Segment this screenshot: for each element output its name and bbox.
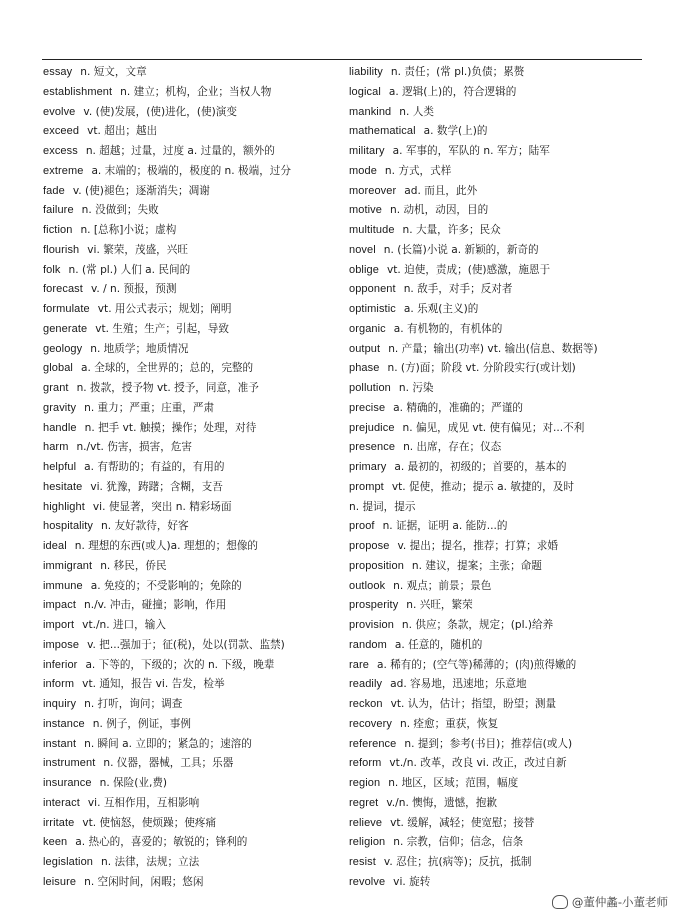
vocab-entry: [43, 636, 343, 656]
vocab-word: instant: [43, 737, 77, 750]
vocab-definition: a. 最初的，初级的；首要的，基本的: [394, 461, 567, 473]
vocab-word: handle: [43, 421, 77, 434]
vocab-definition: n. 理想的东西(或人)a. 理想的；想像的: [74, 540, 259, 552]
vocab-word: establishment: [43, 85, 113, 98]
vocab-definition: vt. 用公式表示；规划；阐明: [97, 303, 232, 315]
vocab-entry: [349, 280, 649, 300]
vocab-word: recovery: [349, 717, 392, 730]
vocab-definition: n. 提词，提示: [349, 500, 416, 513]
vocab-entry: [43, 83, 343, 103]
vocab-definition: n. 重力；严重；庄重，严肃: [84, 401, 215, 414]
vocab-word: insurance: [43, 777, 92, 789]
vocab-entry: [349, 320, 649, 340]
watermark-text: @董仲蠡-小董老师: [571, 895, 668, 909]
vocab-entry: [43, 280, 343, 300]
vocab-word: optimistic: [349, 303, 396, 315]
vocab-word: import: [43, 619, 75, 631]
vocab-entry: [349, 241, 649, 261]
vocab-entry: [43, 63, 343, 83]
vocab-word: harm: [43, 441, 69, 454]
weibo-icon: [552, 895, 568, 909]
vocab-entry: [349, 142, 649, 162]
vocab-definition: n. 把手 vt. 触摸；操作；处理，对待: [84, 421, 257, 434]
vocab-definition: n. 友好款待，好客: [101, 520, 189, 533]
vocab-word: immune: [43, 579, 83, 592]
vocab-word: fiction: [43, 224, 73, 236]
vocab-entry: [349, 715, 649, 735]
right-column: [349, 63, 649, 893]
vocab-word: exceed: [43, 125, 80, 138]
vocab-definition: a. 任意的，随机的: [394, 638, 483, 651]
vocab-word: output: [349, 342, 381, 355]
vocab-definition: v. 把...强加于；征(税)，处以(罚款、监禁): [87, 638, 285, 651]
vocab-word: provision: [349, 619, 394, 631]
vocab-entry: [43, 359, 343, 379]
vocab-entry: [349, 873, 649, 893]
vocab-word: formulate: [43, 303, 90, 315]
vocab-definition: n. 污染: [398, 382, 434, 394]
vocab-entry: [349, 399, 649, 419]
vocab-entry: [349, 656, 649, 676]
vocab-definition: n. 偏见，成见 vt. 使有偏见；对...不利: [402, 421, 585, 434]
vocab-entry: [43, 419, 343, 439]
vocab-definition: n. 供应；条款，规定；(pl.)给养: [401, 619, 554, 631]
vocab-word: geology: [43, 342, 83, 355]
vocab-word: grant: [43, 382, 69, 394]
vocab-word: primary: [349, 461, 387, 473]
vocab-entry: [349, 419, 649, 439]
vocab-definition: vi. 旋转: [393, 875, 431, 888]
vocab-definition: vi. 使显著，突出 n. 精彩场面: [92, 500, 232, 513]
vocab-definition: a. 全球的，全世界的；总的，完整的: [80, 362, 254, 375]
vocab-definition: vt. 生殖；生产；引起，导致: [95, 322, 229, 335]
vocab-entry: [349, 774, 649, 794]
vocab-word: immigrant: [43, 559, 93, 572]
vocab-definition: v. (使)发展，(使)进化，(使)演变: [83, 105, 237, 118]
vocab-word: rare: [349, 658, 369, 671]
vocab-word: inferior: [43, 658, 78, 671]
vocab-definition: a. 有机物的，有机体的: [393, 322, 503, 335]
vocab-word: instrument: [43, 757, 96, 770]
vocab-word: proposition: [349, 559, 404, 572]
vocab-entry: [349, 83, 649, 103]
vocab-word: motive: [349, 204, 382, 217]
vocab-word: irritate: [43, 816, 75, 829]
vocab-word: legislation: [43, 856, 94, 868]
vocab-word: failure: [43, 204, 74, 217]
vocab-word: leisure: [43, 875, 77, 888]
vocab-definition: vt./n. 进口，输入: [82, 619, 166, 631]
vocab-word: precise: [349, 401, 386, 414]
vocab-word: prompt: [349, 480, 384, 493]
vocab-entry: [43, 320, 343, 340]
vocab-entry: [43, 814, 343, 834]
vocab-entry: [349, 814, 649, 834]
vocab-word: hesitate: [43, 480, 83, 493]
vocab-entry: [349, 596, 649, 616]
vocab-word: excess: [43, 145, 78, 157]
vocab-definition: n. 动机，动因，目的: [390, 204, 489, 217]
vocab-word: evolve: [43, 105, 76, 118]
vocab-entry: [349, 122, 649, 142]
vocab-definition: n. (长篇)小说 a. 新颖的，新奇的: [383, 243, 539, 256]
vocab-definition: n. 移民，侨民: [100, 559, 167, 572]
vocab-word: phase: [349, 362, 380, 375]
vocab-definition: vt. 超出；越出: [87, 125, 158, 138]
vocab-word: prejudice: [349, 421, 395, 434]
vocab-entry: [43, 458, 343, 478]
vocab-definition: n./vt. 伤害，损害，危害: [76, 441, 193, 454]
vocab-definition: n. 痊愈；重获，恢复: [399, 717, 499, 730]
vocab-definition: n. 没做到；失败: [81, 204, 159, 217]
vocab-word: reform: [349, 757, 382, 770]
vocab-entry: [43, 577, 343, 597]
vocab-definition: a. 末端的；极端的，极度的 n. 极端，过分: [91, 164, 291, 177]
vocab-definition: vi. 犹豫，踌躇；含糊，支吾: [90, 480, 223, 493]
vocab-entry: [349, 735, 649, 755]
vocab-definition: ad. 而且，此外: [404, 184, 478, 197]
vocab-entry: [349, 63, 649, 83]
vocab-word: oblige: [349, 263, 379, 276]
vocab-word: impact: [43, 599, 76, 612]
vocab-definition: n./v. 冲击，碰撞；影响，作用: [84, 599, 227, 612]
vocab-definition: n. 证据，证明 a. 能防...的: [382, 520, 508, 533]
vocab-word: interact: [43, 796, 80, 809]
vocab-entry: [349, 833, 649, 853]
vocab-word: mode: [349, 164, 377, 177]
vocab-definition: n. 责任；(常 pl.)负债；累赘: [390, 66, 525, 78]
vocab-word: global: [43, 362, 73, 375]
vocab-entry: [349, 261, 649, 281]
vocab-definition: vt. 认为，估计；指望，盼望；测量: [390, 698, 557, 710]
vocab-definition: v. (使)褪色；逐渐消失；凋谢: [72, 184, 210, 197]
vocab-entry: [349, 340, 649, 360]
vocab-word: region: [349, 777, 381, 789]
vocab-definition: n. 空闲时间，闲暇；悠闲: [84, 875, 204, 888]
vocab-entry: [349, 636, 649, 656]
vocab-entry: [349, 438, 649, 458]
vocab-word: hospitality: [43, 520, 94, 533]
vocab-entry: [43, 557, 343, 577]
vocab-definition: n. 产量；输出(功率) vt. 输出(信息、数据等): [388, 342, 598, 355]
vocab-entry: [43, 794, 343, 814]
vocab-entry: [43, 498, 343, 518]
vocab-definition: n. 提到；参考(书目)；推荐信(或人): [404, 737, 573, 750]
vocab-word: organic: [349, 322, 386, 335]
vocab-definition: a. 乐观(主义)的: [403, 303, 479, 315]
vocab-entry: [43, 162, 343, 182]
vocab-entry: [43, 656, 343, 676]
vocab-word: revolve: [349, 875, 386, 888]
vocab-entry: [349, 103, 649, 123]
vocab-definition: vt./n. 改革，改良 vi. 改正，改过自新: [389, 757, 567, 770]
vocab-word: gravity: [43, 401, 77, 414]
vocab-word: opponent: [349, 283, 396, 296]
vocab-definition: n. 方式，式样: [384, 164, 452, 177]
vocab-word: reference: [349, 737, 397, 750]
vocab-definition: a. 军事的，军队的 n. 军方；陆军: [392, 145, 550, 157]
vocab-definition: n. 保险(业,费): [99, 777, 168, 789]
vocab-definition: n. [总称]小说；虚构: [80, 224, 177, 236]
vocab-entry: [349, 221, 649, 241]
vocab-word: mathematical: [349, 125, 416, 138]
vocab-definition: a. 下等的，下级的；次的 n. 下级，晚辈: [85, 658, 275, 671]
vocab-word: forecast: [43, 283, 83, 296]
vocab-definition: v. 忍住；抗(病等)；反抗，抵制: [383, 856, 532, 868]
vocab-entry: [43, 675, 343, 695]
vocab-entry: [43, 379, 343, 399]
vocab-entry: [43, 438, 343, 458]
top-rule: [42, 59, 642, 60]
vocab-word: pollution: [349, 382, 391, 394]
vocab-entry: [349, 754, 649, 774]
vocab-word: readily: [349, 678, 383, 691]
vocab-definition: a. 有帮助的；有益的，有用的: [84, 461, 225, 473]
vocab-word: mankind: [349, 105, 392, 118]
vocab-word: ideal: [43, 540, 67, 552]
vocab-entry: [43, 853, 343, 873]
vocab-definition: a. 免疫的；不受影响的；免除的: [90, 579, 242, 592]
vocab-entry: [349, 616, 649, 636]
vocab-definition: n. 仪器，器械，工具；乐器: [103, 757, 234, 770]
vocab-word: flourish: [43, 243, 80, 256]
vocab-word: generate: [43, 322, 88, 335]
vocab-word: multitude: [349, 224, 395, 236]
vocab-entry: [43, 754, 343, 774]
vocab-entry: [43, 616, 343, 636]
vocab-definition: ad. 容易地，迅速地；乐意地: [390, 678, 527, 691]
vocab-definition: vt. 促使，推动；提示 a. 敏捷的，及时: [391, 480, 574, 493]
vocab-entry: [43, 735, 343, 755]
vocab-entry: [43, 340, 343, 360]
vocab-definition: n. 人类: [399, 105, 434, 118]
vocab-definition: vt. 缓解，减轻；使宽慰；接替: [390, 816, 535, 829]
left-column: [43, 63, 343, 893]
vocab-definition: n. (常 pl.) 人们 a. 民间的: [68, 263, 191, 276]
vocab-entry: [43, 695, 343, 715]
vocab-word: resist: [349, 856, 376, 868]
vocab-word: regret: [349, 796, 379, 809]
vocab-word: religion: [349, 836, 386, 849]
vocab-word: helpful: [43, 461, 77, 473]
vocab-word: relieve: [349, 816, 383, 829]
vocab-entry: [349, 517, 649, 537]
vocab-word: folk: [43, 263, 61, 276]
vocab-definition: n. 出席，存在；仪态: [403, 441, 502, 454]
vocab-entry: [43, 221, 343, 241]
vocab-entry: [43, 873, 343, 893]
vocab-entry: [349, 478, 649, 498]
vocab-entry: [349, 300, 649, 320]
vocab-word: proof: [349, 520, 375, 533]
vocab-entry: [349, 794, 649, 814]
vocab-word: prosperity: [349, 599, 399, 612]
vocab-definition: vt. 通知，报告 vi. 告发，检举: [82, 678, 225, 691]
vocab-entry: [349, 537, 649, 557]
vocab-word: essay: [43, 66, 73, 78]
vocab-definition: a. 数学(上)的: [423, 125, 488, 138]
vocab-definition: n. 地质学；地质情况: [90, 342, 189, 355]
vocab-word: propose: [349, 540, 390, 552]
vocab-entry: [43, 715, 343, 735]
vocab-word: liability: [349, 66, 383, 78]
vocab-definition: a. 稀有的；(空气等)稀薄的；(肉)煎得嫩的: [376, 658, 577, 671]
vocab-word: random: [349, 638, 387, 651]
vocab-entry: [43, 833, 343, 853]
vocab-definition: a. 精确的，准确的；严谨的: [393, 401, 523, 414]
vocab-word: inform: [43, 678, 75, 691]
vocab-definition: n. 地区，区域；范围，幅度: [388, 777, 519, 789]
vocab-entry: [43, 537, 343, 557]
vocab-definition: vt. 迫使，责成；(使)感激，施恩于: [386, 263, 551, 276]
vocab-word: inquiry: [43, 698, 77, 710]
vocab-entry: [43, 300, 343, 320]
vocab-definition: a. 逻辑(上)的，符合逻辑的: [388, 85, 517, 98]
vocab-word: presence: [349, 441, 396, 454]
vocab-definition: n. 观点；前景；景色: [393, 579, 492, 592]
vocab-entry: [349, 458, 649, 478]
vocab-definition: n. 宗教，信仰；信念，信条: [393, 836, 524, 849]
vocab-word: instance: [43, 717, 85, 730]
vocab-definition: n. 瞬间 a. 立即的；紧急的；速溶的: [84, 737, 252, 750]
vocab-definition: vi. 繁荣，茂盛，兴旺: [87, 243, 188, 256]
vocab-entry: [349, 557, 649, 577]
vocab-word: impose: [43, 638, 80, 651]
vocab-word: military: [349, 145, 385, 157]
vocab-definition: vt. 使恼怒，使烦躁；使疼痛: [82, 816, 217, 829]
vocab-definition: n. 敌手，对手；反对者: [403, 283, 513, 296]
vocab-definition: n. 例子，例证，事例: [92, 717, 191, 730]
vocab-word: highlight: [43, 500, 85, 513]
vocab-word: moreover: [349, 184, 397, 197]
vocab-definition: v. 提出；提名，推荐；打算；求婚: [397, 540, 558, 552]
vocab-entry: [43, 142, 343, 162]
vocab-definition: n. (方)面；阶段 vt. 分阶段实行(或计划): [387, 362, 576, 375]
vocab-definition: vi. 互相作用，互相影响: [87, 796, 200, 809]
vocab-entry: [43, 596, 343, 616]
vocab-definition: n. 大量，许多；民众: [402, 224, 501, 236]
vocab-entry: [43, 478, 343, 498]
vocab-definition: a. 热心的，喜爱的；敏锐的；锋利的: [75, 836, 248, 849]
vocab-definition: v. / n. 预报，预测: [90, 283, 177, 296]
vocab-word: logical: [349, 85, 381, 98]
vocab-word: reckon: [349, 698, 383, 710]
vocab-entry: [349, 577, 649, 597]
vocab-word: fade: [43, 184, 65, 197]
vocab-definition: n. 拨款，授予物 vt. 授予，同意，准予: [76, 382, 259, 394]
vocab-entry: [43, 103, 343, 123]
vocab-entry: [349, 379, 649, 399]
vocab-definition: n. 法律，法规；立法: [101, 856, 200, 868]
vocab-entry: [43, 774, 343, 794]
vocab-definition: n. 兴旺，繁荣: [406, 599, 473, 612]
vocab-entry: [43, 261, 343, 281]
vocab-entry: [349, 201, 649, 221]
vocab-entry: [349, 162, 649, 182]
vocab-word: outlook: [349, 579, 386, 592]
vocab-entry: [349, 675, 649, 695]
vocab-entry: [349, 853, 649, 873]
vocab-entry: [43, 182, 343, 202]
vocab-entry: [43, 122, 343, 142]
vocab-entry: [43, 241, 343, 261]
vocab-definition: n. 短文，文章: [80, 66, 147, 78]
vocab-entry: [349, 695, 649, 715]
vocab-definition: n. 超越；过量，过度 a. 过量的，额外的: [85, 145, 275, 157]
vocab-definition: n. 建议，提案；主张；命题: [411, 559, 542, 572]
vocab-definition: n. 建立；机构，企业；当权人物: [120, 85, 272, 98]
vocab-definition: n. 打听，询问；调查: [84, 698, 183, 710]
vocab-entry: [43, 399, 343, 419]
vocab-definition: v./n. 懊悔，遗憾，抱歉: [386, 796, 497, 809]
vocab-entry: [349, 498, 649, 518]
vocab-word: extreme: [43, 164, 84, 177]
vocab-entry: [43, 201, 343, 221]
vocab-entry: [349, 359, 649, 379]
watermark: [552, 894, 668, 910]
vocab-word: novel: [349, 243, 376, 256]
vocab-entry: [349, 182, 649, 202]
vocab-entry: [43, 517, 343, 537]
vocab-word: keen: [43, 836, 68, 849]
